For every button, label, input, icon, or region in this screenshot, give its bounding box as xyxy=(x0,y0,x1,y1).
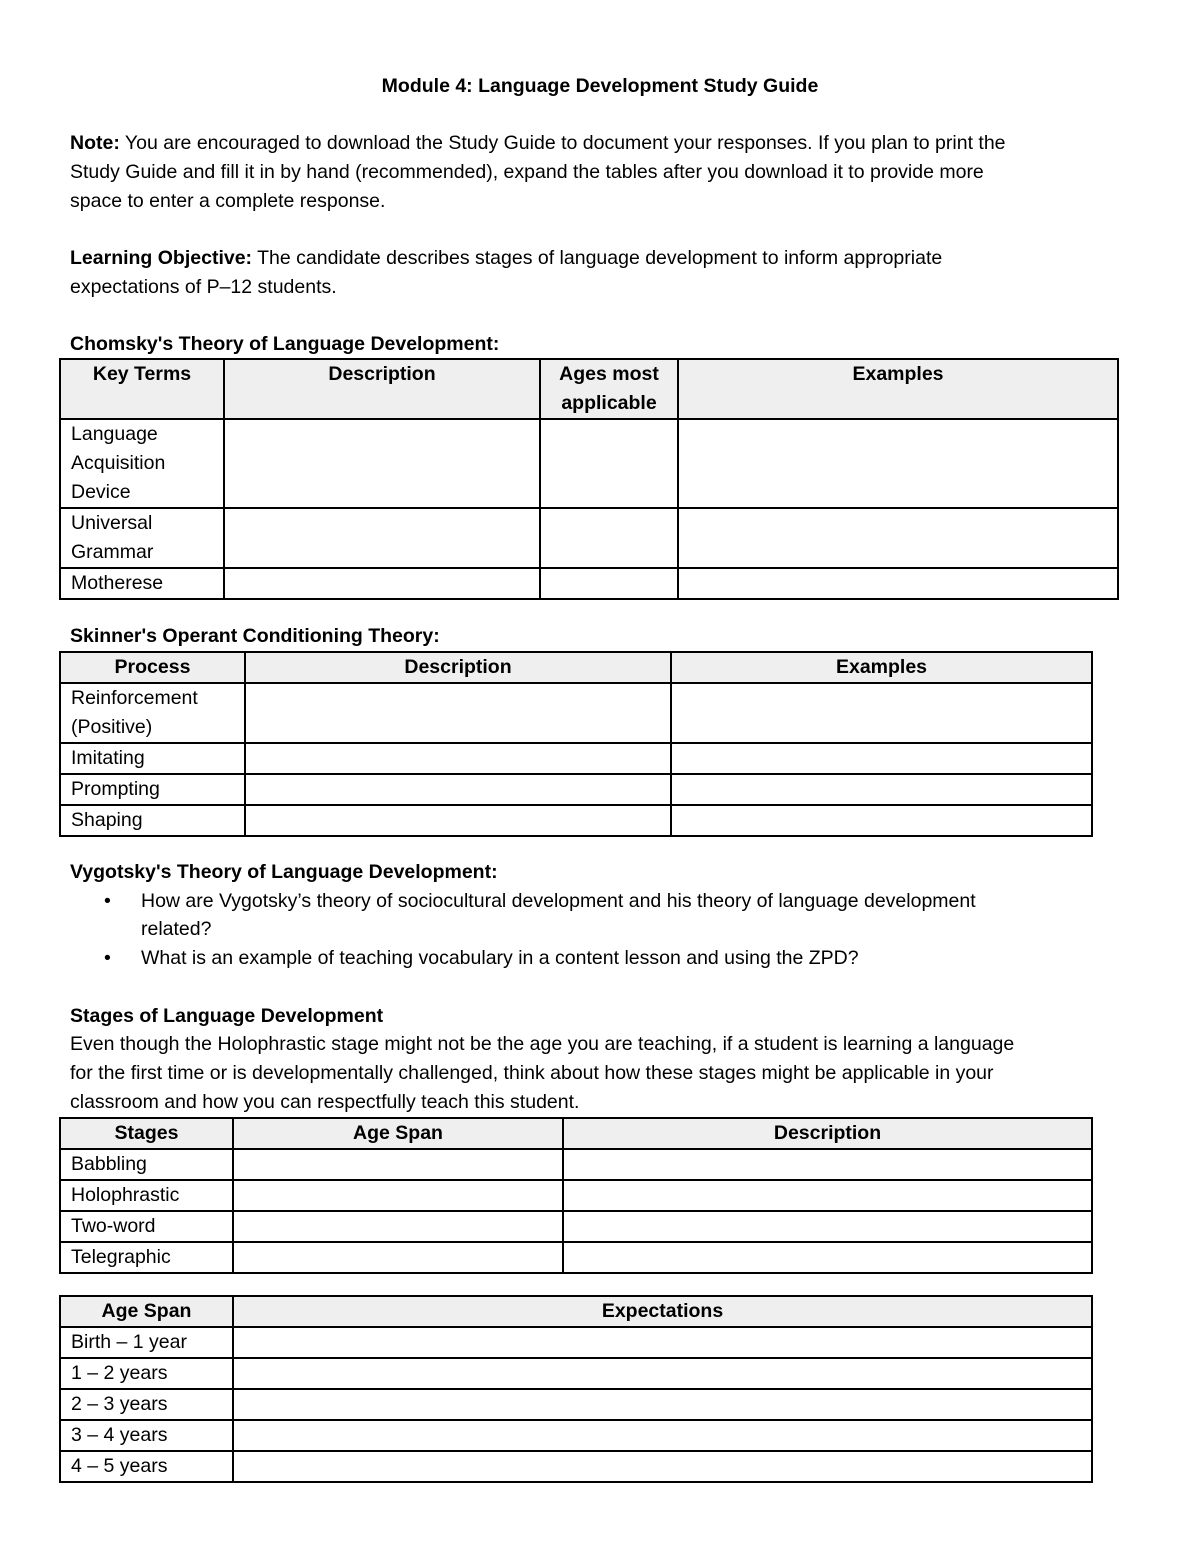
expectations-cell[interactable] xyxy=(233,1451,1092,1482)
table-row xyxy=(60,774,1092,805)
table-row xyxy=(60,1149,1092,1180)
bullet-item: How are Vygotsky’s theory of sociocultural development and his theory of language development xyxy=(141,890,976,912)
description-cell[interactable] xyxy=(245,805,671,836)
table-row xyxy=(60,805,1092,836)
age-span: 4 – 5 years xyxy=(60,1451,233,1482)
header-process: Process xyxy=(60,652,245,683)
table-row xyxy=(60,419,1118,508)
header-description: Description xyxy=(224,359,540,419)
objective-label: Learning Objective: xyxy=(70,247,253,269)
header-age-span: Age Span xyxy=(60,1296,233,1327)
age-span: 3 – 4 years xyxy=(60,1420,233,1451)
description-cell[interactable] xyxy=(224,568,540,599)
stages-text: for the first time or is developmentally challenged, think about how these stages might be applicable in your xyxy=(70,1062,994,1084)
table-row xyxy=(60,1211,1092,1242)
examples-cell[interactable] xyxy=(671,774,1092,805)
stages-text: Even though the Holophrastic stage might not be the age you are teaching, if a student is learning a language xyxy=(70,1033,1015,1055)
process: Imitating xyxy=(60,743,245,774)
ages-cell[interactable] xyxy=(540,419,678,508)
objective-text: The candidate describes stages of language development to inform appropriate xyxy=(252,247,943,269)
table-row xyxy=(60,1242,1092,1273)
stage: Telegraphic xyxy=(60,1242,233,1273)
bullet-icon: • xyxy=(104,947,111,969)
chomsky-heading: Chomsky's Theory of Language Development: xyxy=(70,333,500,355)
age-span: 2 – 3 years xyxy=(60,1389,233,1420)
expectations-table xyxy=(59,1295,1093,1483)
header-key-terms: Key Terms xyxy=(60,359,224,419)
header-examples: Examples xyxy=(678,359,1118,419)
skinner-table xyxy=(59,651,1093,837)
objective-line xyxy=(70,244,942,273)
table-row xyxy=(60,508,1118,568)
objective-line: expectations of P–12 students. xyxy=(70,276,337,298)
description-cell[interactable] xyxy=(245,774,671,805)
table-row xyxy=(60,743,1092,774)
key-term: Motherese xyxy=(60,568,224,599)
table-row xyxy=(60,683,1092,743)
examples-cell[interactable] xyxy=(671,683,1092,743)
expectations-cell[interactable] xyxy=(233,1358,1092,1389)
note-text: You are encouraged to download the Study Guide to document your responses. If you plan to print the xyxy=(119,132,1006,154)
description-cell[interactable] xyxy=(563,1242,1092,1273)
examples-cell[interactable] xyxy=(671,743,1092,774)
stage: Babbling xyxy=(60,1149,233,1180)
key-term: Universal Grammar xyxy=(60,508,224,568)
examples-cell[interactable] xyxy=(678,419,1118,508)
description-cell[interactable] xyxy=(245,743,671,774)
ages-cell[interactable] xyxy=(540,568,678,599)
table-row xyxy=(60,1358,1092,1389)
description-cell[interactable] xyxy=(563,1180,1092,1211)
stage: Holophrastic xyxy=(60,1180,233,1211)
age-span: 1 – 2 years xyxy=(60,1358,233,1389)
bullet-item: What is an example of teaching vocabulary in a content lesson and using the ZPD? xyxy=(141,947,859,969)
process: Shaping xyxy=(60,805,245,836)
chomsky-table xyxy=(59,358,1119,600)
expectations-cell[interactable] xyxy=(233,1327,1092,1358)
header-ages: Ages most applicable xyxy=(540,359,678,419)
header-examples: Examples xyxy=(671,652,1092,683)
stage: Two-word xyxy=(60,1211,233,1242)
table-row xyxy=(60,1420,1092,1451)
age-span-cell[interactable] xyxy=(233,1180,563,1211)
header-description: Description xyxy=(245,652,671,683)
description-cell[interactable] xyxy=(245,683,671,743)
key-term: Language Acquisition Device xyxy=(60,419,224,508)
table-row xyxy=(60,1389,1092,1420)
note-line: space to enter a complete response. xyxy=(70,190,386,212)
note-label: Note: xyxy=(70,132,120,154)
age-span: Birth – 1 year xyxy=(60,1327,233,1358)
examples-cell[interactable] xyxy=(678,568,1118,599)
skinner-heading: Skinner's Operant Conditioning Theory: xyxy=(70,625,440,647)
process: Reinforcement (Positive) xyxy=(60,683,245,743)
age-span-cell[interactable] xyxy=(233,1149,563,1180)
examples-cell[interactable] xyxy=(671,805,1092,836)
stages-heading: Stages of Language Development xyxy=(70,1005,384,1027)
description-cell[interactable] xyxy=(224,419,540,508)
process: Prompting xyxy=(60,774,245,805)
note-line xyxy=(70,129,1006,158)
header-stages: Stages xyxy=(60,1118,233,1149)
expectations-cell[interactable] xyxy=(233,1389,1092,1420)
vygotsky-heading: Vygotsky's Theory of Language Development: xyxy=(70,861,498,883)
expectations-cell[interactable] xyxy=(233,1420,1092,1451)
table-row xyxy=(60,1180,1092,1211)
description-cell[interactable] xyxy=(563,1211,1092,1242)
examples-cell[interactable] xyxy=(678,508,1118,568)
description-cell[interactable] xyxy=(563,1149,1092,1180)
header-description: Description xyxy=(563,1118,1092,1149)
stages-table xyxy=(59,1117,1093,1274)
bullet-item-continued: related? xyxy=(141,918,212,940)
header-age-span: Age Span xyxy=(233,1118,563,1149)
description-cell[interactable] xyxy=(224,508,540,568)
age-span-cell[interactable] xyxy=(233,1211,563,1242)
note-line: Study Guide and fill it in by hand (recommended), expand the tables after you download it to provide more xyxy=(70,161,984,183)
table-row xyxy=(60,1327,1092,1358)
ages-cell[interactable] xyxy=(540,508,678,568)
age-span-cell[interactable] xyxy=(233,1242,563,1273)
bullet-icon: • xyxy=(104,890,111,912)
table-row xyxy=(60,1451,1092,1482)
header-expectations: Expectations xyxy=(233,1296,1092,1327)
table-row xyxy=(60,568,1118,599)
stages-text: classroom and how you can respectfully teach this student. xyxy=(70,1091,580,1113)
page-title: Module 4: Language Development Study Guide xyxy=(381,75,819,97)
